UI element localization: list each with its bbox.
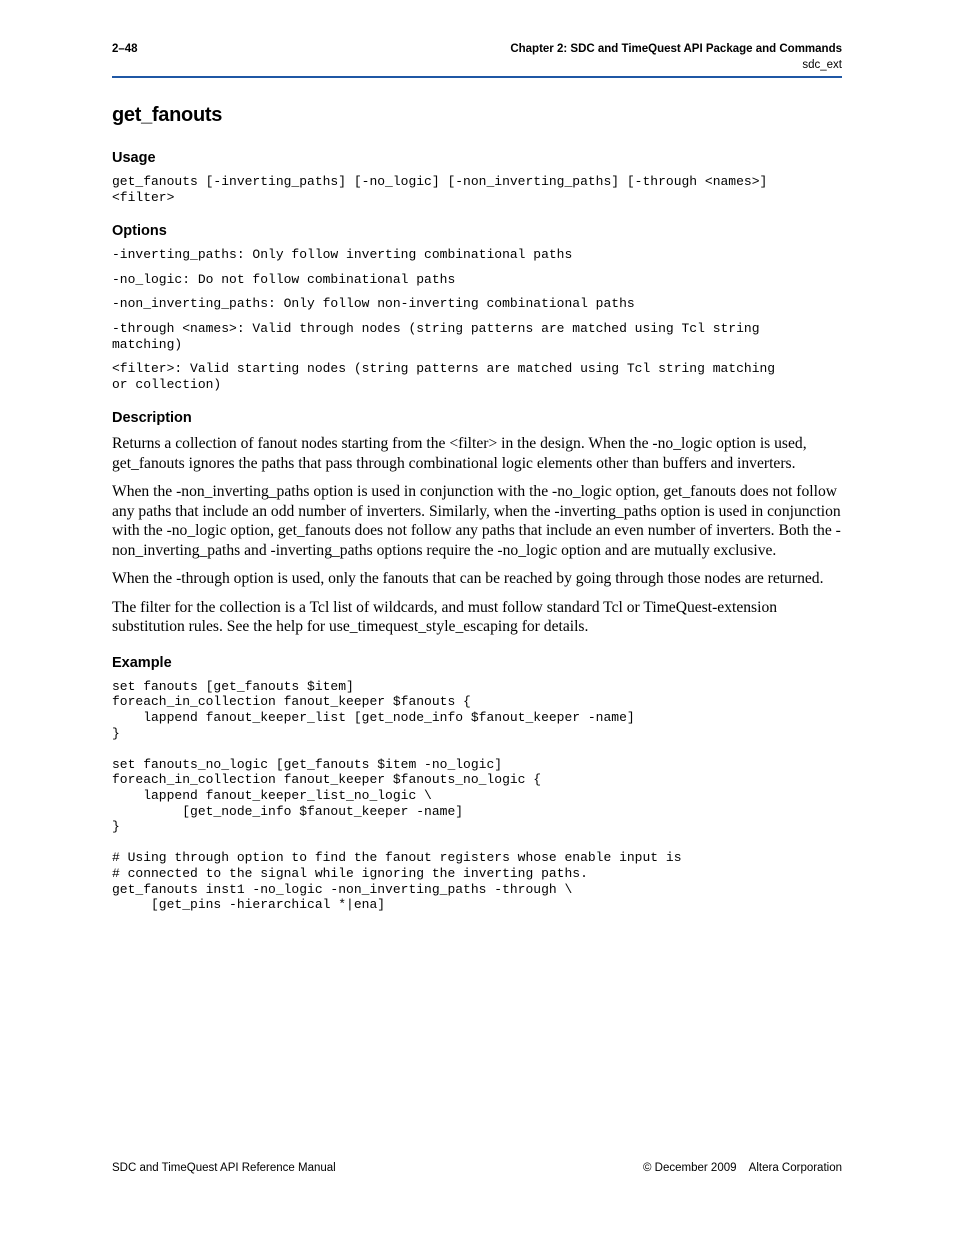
description-paragraph: When the -through option is used, only the fanouts that can be reached by going through those nodes are returned. [112, 570, 824, 588]
usage-line: get_fanouts [-inverting_paths] [-no_logic] [-non_inverting_paths] [-through <names>] [112, 174, 768, 189]
code-blank-line [112, 741, 842, 757]
footer-copyright [643, 1162, 842, 1174]
usage-line: <filter> [112, 189, 175, 205]
code-line: # Using through option to find the fanout registers whose enable input is [112, 850, 682, 866]
chapter-title: Chapter 2: SDC and TimeQuest API Package and Commands [510, 43, 842, 55]
code-line: get_fanouts inst1 -no_logic -non_inverting_paths -through \ [112, 881, 573, 897]
option-item: -through <names>: Valid through nodes (string patterns are matched using Tcl string matching) [112, 320, 760, 352]
option-item: <filter>: Valid starting nodes (string patterns are matched using Tcl string matching or collection) [112, 361, 776, 392]
code-line: lappend fanout_keeper_list_no_logic \ [112, 788, 432, 803]
description-paragraph: When the -non_inverting_paths option is used in conjunction with the -no_logic option, get_fanouts does not follow any paths that include an odd number of inverters. Similarly, when the -inverting_paths option is used in conjunction with the -no_logic option, get_fanouts does not follow any paths that include an even number of inverters. Both the -non_inverting_paths and -inverting_paths options require the -no_logic option and are mutually exclusive. [112, 483, 841, 559]
footer-date: © December 2009 [643, 1162, 737, 1174]
section-name: sdc_ext [802, 59, 842, 71]
page-number: 2–48 [112, 43, 138, 55]
code-line: foreach_in_collection fanout_keeper $fanouts_no_logic { [112, 772, 542, 788]
code-line: [get_pins -hierarchical *|ena] [112, 897, 386, 913]
footer-company: Altera Corporation [748, 1162, 842, 1174]
footer-manual-title: SDC and TimeQuest API Reference Manual [112, 1162, 336, 1174]
description-paragraph: The filter for the collection is a Tcl list of wildcards, and must follow standard Tcl or TimeQuest-extension substitution rules. See the help for use_timequest_style_escaping for details. [112, 598, 778, 636]
example-heading: Example [112, 654, 172, 671]
options-heading: Options [112, 223, 167, 240]
page-content [112, 104, 842, 913]
code-line: foreach_in_collection fanout_keeper $fanouts { [112, 694, 471, 710]
code-line: } [112, 819, 120, 835]
code-line: set fanouts_no_logic [get_fanouts $item -no_logic] [112, 756, 503, 772]
description-paragraph: Returns a collection of fanout nodes starting from the <filter> in the design. When the -no_logic option is used, get_fanouts ignores the paths that pass through combinational logic elements other than buffers and inverters. [112, 435, 807, 472]
usage-heading: Usage [112, 150, 156, 166]
code-line: lappend fanout_keeper_list [get_node_info $fanout_keeper -name] [112, 710, 635, 726]
code-blank-line [112, 835, 842, 851]
code-line: # connected to the signal while ignoring the inverting paths. [112, 865, 588, 881]
description-heading: Description [112, 410, 192, 427]
option-item: -non_inverting_paths: Only follow non-inverting combinational paths [112, 296, 635, 312]
code-line: } [112, 725, 120, 741]
header-rule [112, 76, 842, 78]
code-line: set fanouts [get_fanouts $item] [112, 678, 354, 694]
example-code [112, 679, 842, 913]
option-item: -inverting_paths: Only follow inverting combinational paths [112, 247, 573, 263]
code-line: [get_node_info $fanout_keeper -name] [112, 803, 464, 819]
command-title: get_fanouts [112, 104, 223, 126]
option-item: -no_logic: Do not follow combinational paths [112, 271, 456, 287]
